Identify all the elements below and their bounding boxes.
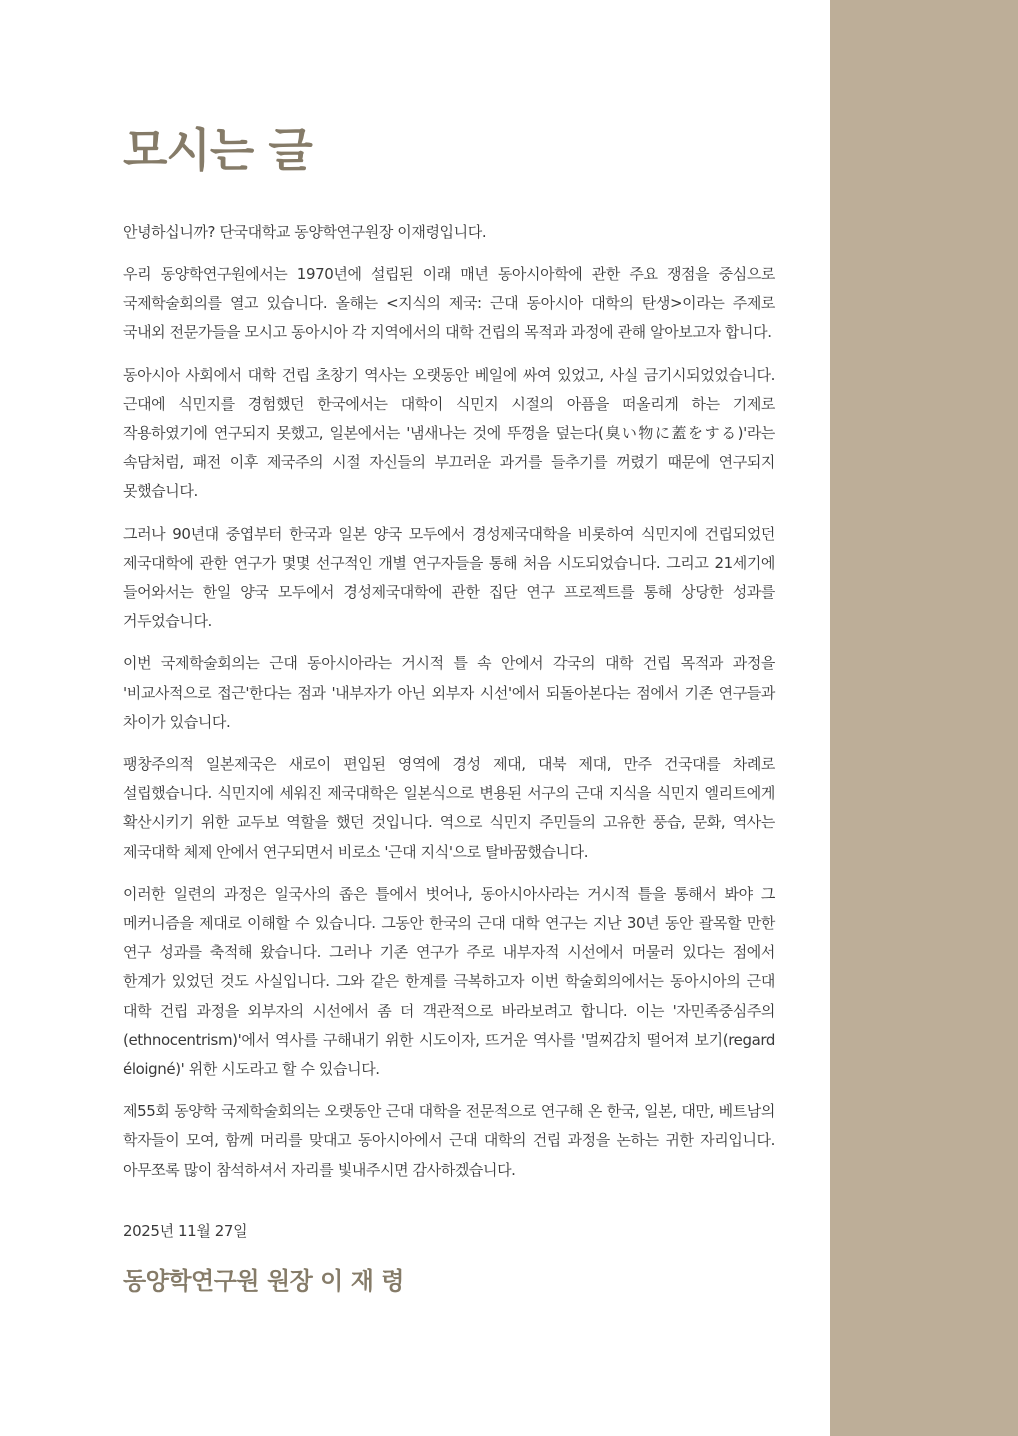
letter-date: 2025년 11월 27일	[123, 1221, 248, 1240]
greeting-text: 안녕하십니까? 단국대학교 동양학연구원장 이재령입니다.	[123, 223, 487, 241]
paragraph-2: 동아시아 사회에서 대학 건립 초창기 역사는 오랫동안 베일에 싸여 있었고, 사실 금기시되었었습니다. 근대에 식민지를 경험했던 한국에서는 대학이 식민지 시절의 아픔을 떠올리게 하는 기제로 작용하였기에 연구되지 못했고, 일본에서는 '냄새나는 것에 뚜껑을 덮는다(臭い物に蓋をする)'라는 속담처럼, 패전 이후 제국주의 시절 자신들의 부끄러운 과거를 들추기를 꺼렸기 때문에 연구되지 못했습니다.	[123, 365, 775, 501]
signature: 동양학연구원 원장 이 재 령	[123, 1266, 404, 1295]
page-title: 모시는 글	[123, 123, 312, 177]
paragraph-6: 이러한 일련의 과정은 일국사의 좁은 틀에서 벗어나, 동아시아사라는 거시적 틀을 통해서 봐야 그 메커니즘을 제대로 이해할 수 있습니다. 그동안 한국의 근대 대학 연구는 지난 30년 동안 괄목할 만한 연구 성과를 축적해 왔습니다. 그러나 기존 연구가 주로 내부자적 시선에서 머물러 있다는 점에서 한계가 있었던 것도 사실입니다. 그와 같은 한계를 극복하고자 이번 학술회의에서는 동아시아의 근대 대학 건립 과정을 외부자의 시선에서 좀 더 객관적으로 바라보려고 합니다. 이는 '자민족중심주의(ethnocentrism)'에서 역사를 구해내기 위한 시도이자, 뜨거운 역사를 '멀찌감치 떨어져 보기(regard éloigné)' 위한 시도라고 할 수 있습니다.	[123, 884, 775, 1079]
paragraph-5: 팽창주의적 일본제국은 새로이 편입된 영역에 경성 제대, 대북 제대, 만주 건국대를 차례로 설립했습니다. 식민지에 세워진 제국대학은 일본식으로 변용된 서구의 근대 지식을 식민지 엘리트에게 확산시키기 위한 교두보 역할을 했던 것입니다. 역으로 식민지 주민들의 고유한 풍습, 문화, 역사는 제국대학 체제 안에서 연구되면서 비로소 '근대 지식'으로 탈바꿈했습니다.	[123, 755, 775, 861]
paragraph-3: 그러나 90년대 중엽부터 한국과 일본 양국 모두에서 경성제국대학을 비롯하여 식민지에 건립되었던 제국대학에 관한 연구가 몇몇 선구적인 개별 연구자들을 통해 처음 시도되었습니다. 그리고 21세기에 들어와서는 한일 양국 모두에서 경성제국대학에 관한 집단 연구 프로젝트를 통해 상당한 성과를 거두었습니다.	[123, 524, 775, 631]
paragraph-1: 우리 동양학연구원에서는 1970년에 설립된 이래 매년 동아시아학에 관한 주요 쟁점을 중심으로 국제학술회의를 열고 있습니다. 올해는 <지식의 제국: 근대 동아시아 대학의 탄생>이라는 주제로 국내외 전문가들을 모시고 동아시아 각 지역에서의 대학 건립의 목적과 과정에 관해 알아보고자 합니다.	[123, 265, 775, 342]
paragraph-7: 제55회 동양학 국제학술회의는 오랫동안 근대 대학을 전문적으로 연구해 온 한국, 일본, 대만, 베트남의 학자들이 모여, 함께 머리를 맞대고 동아시아에서 근대 대학의 건립 과정을 논하는 귀한 자리입니다. 아무쪼록 많이 참석하셔서 자리를 빛내주시면 감사하겠습니다.	[123, 1102, 775, 1179]
letter-content	[123, 118, 775, 1298]
paragraph-4: 이번 국제학술회의는 근대 동아시아라는 거시적 틀 속 안에서 각국의 대학 건립 목적과 과정을 '비교사적으로 접근'한다는 점과 '내부자가 아닌 외부자 시선'에서 되돌아본다는 점에서 기존 연구들과 차이가 있습니다.	[123, 654, 775, 731]
decorative-side-band	[830, 0, 1018, 1436]
